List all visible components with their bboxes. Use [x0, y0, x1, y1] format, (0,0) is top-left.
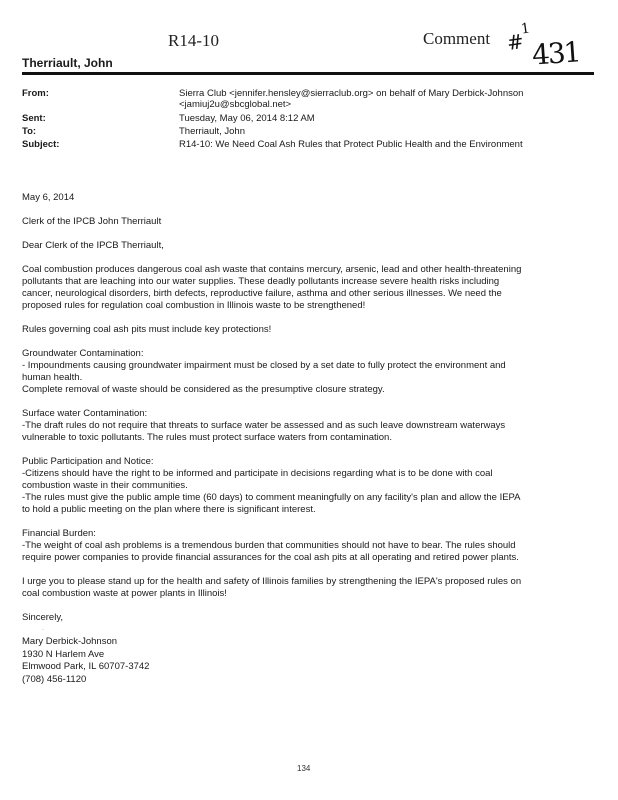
groundwater-line: human health. — [22, 372, 83, 383]
groundwater-line: Complete removal of waste should be considered as the presumptive closure strategy. — [22, 384, 385, 395]
letter-body — [22, 192, 587, 686]
from-label: From: — [22, 88, 49, 99]
subject-label: Subject: — [22, 139, 60, 150]
public-participation-line: combustion waste in their communities. — [22, 480, 188, 491]
header-divider — [22, 72, 594, 75]
groundwater-line: - Impoundments causing groundwater impairment must be closed by a set date to fully protect the environment and — [22, 360, 506, 371]
closing-line: I urge you to please stand up for the health and safety of Illinois families by strengthening the IEPA's proposed rules on — [22, 576, 522, 587]
from-value: Sierra Club <jennifer.hensley@sierraclub.org> on behalf of Mary Derbick-Johnson — [179, 88, 524, 99]
letter-salutation: Dear Clerk of the IPCB Therriault, — [22, 240, 164, 251]
closing-line: coal combustion waste at power plants in Illinois! — [22, 588, 227, 599]
signature-mark: · — [42, 627, 44, 633]
intro-line: proposed rules for regulation coal combustion in Illinois waste to be strengthened! — [22, 300, 366, 311]
letter-date: May 6, 2014 — [22, 192, 75, 203]
signature-phone: (708) 456-1120 — [22, 673, 87, 685]
surface-water-heading: Surface water Contamination: — [22, 408, 148, 419]
rules-intro: Rules governing coal ash pits must include key protections! — [22, 324, 272, 335]
signature-city: Elmwood Park, IL 60707-3742 — [22, 661, 150, 672]
sent-label: Sent: — [22, 113, 46, 124]
public-participation-line: -The rules must give the public ample time (60 days) to comment meaningfully on any facility's plan and allow the IEPA — [22, 492, 521, 503]
intro-line: Coal combustion produces dangerous coal ash waste that contains mercury, arsenic, lead and other health-threatening — [22, 264, 522, 275]
financial-burden-heading: Financial Burden: — [22, 528, 96, 539]
public-participation-heading: Public Participation and Notice: — [22, 456, 154, 467]
intro-line: pollutants that are leaching into our water supplies. These deadly pollutants increase severe health risks including — [22, 276, 500, 287]
groundwater-heading: Groundwater Contamination: — [22, 348, 144, 359]
from-value-email: <jamiuj2u@sbcglobal.net> — [179, 99, 292, 110]
subject-value: R14-10: We Need Coal Ash Rules that Protect Public Health and the Environment — [179, 139, 523, 150]
mailbox-owner: Therriault, John — [22, 56, 113, 70]
docket-number: R14-10 — [168, 31, 219, 50]
financial-burden-line: require power companies to provide financial assurances for the coal ash pits at all operating and retired power plants. — [22, 552, 519, 563]
surface-water-line: -The draft rules do not require that threats to surface water be assessed and as such leave downstream waterways — [22, 420, 506, 431]
to-label: To: — [22, 126, 37, 137]
public-participation-line: to hold a public meeting on the plan where there is significant interest. — [22, 504, 316, 515]
financial-burden-line: -The weight of coal ash problems is a tremendous burden that communities should not have to bear. The rules should — [22, 540, 516, 551]
handwritten-comment-number: 431 — [530, 35, 581, 72]
handwritten-hash: # — [505, 28, 526, 56]
signature-street: 1930 N Harlem Ave — [22, 648, 105, 660]
to-value: Therriault, John — [179, 126, 246, 137]
page-number: 134 — [297, 764, 311, 773]
sent-value: Tuesday, May 06, 2014 8:12 AM — [179, 113, 315, 124]
surface-water-line: vulnerable to toxic pollutants. The rules must protect surface waters from contamination. — [22, 432, 392, 443]
letter-addressee: Clerk of the IPCB John Therriault — [22, 216, 162, 227]
signature-name: Mary Derbick-Johnson — [22, 636, 118, 647]
handwritten-one: 1 — [519, 20, 531, 38]
signoff: Sincerely, — [22, 612, 64, 623]
comment-stamp: Comment — [423, 29, 491, 48]
public-participation-line: -Citizens should have the right to be informed and participate in decisions regarding what is to be done with coal — [22, 468, 493, 479]
intro-line: cancer, neurological disorders, birth defects, reproductive failure, asthma and other serious illnesses. We need the — [22, 288, 502, 299]
